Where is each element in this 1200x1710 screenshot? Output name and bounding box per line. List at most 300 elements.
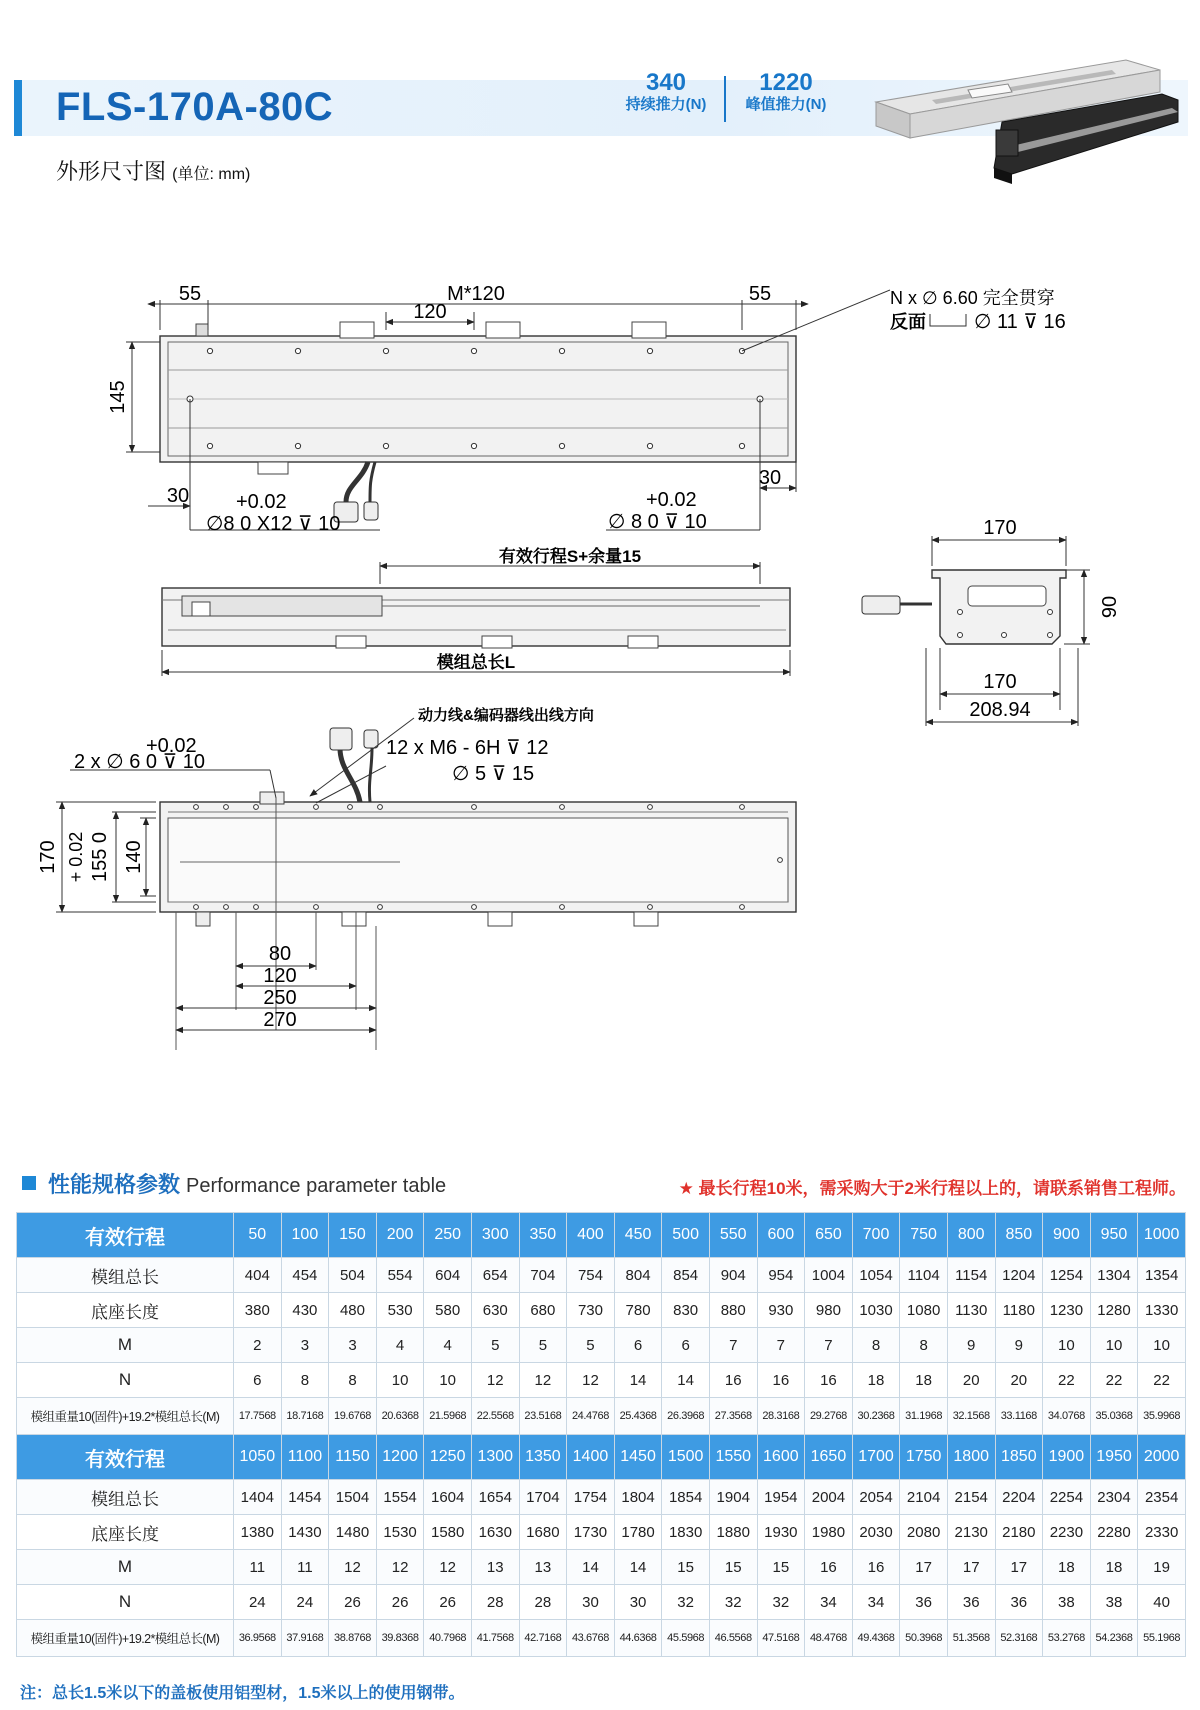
table-cell: 954 [757, 1258, 805, 1293]
table-cell: 34 [805, 1585, 853, 1620]
table-cell: 380 [234, 1293, 282, 1328]
table-cell: 1750 [900, 1435, 948, 1480]
table-cell: 580 [424, 1293, 472, 1328]
table-cell: 12 [471, 1363, 519, 1398]
table-cell: 1954 [757, 1480, 805, 1515]
table-cell: 6 [234, 1363, 282, 1398]
dim-end-208: 208.94 [969, 699, 1031, 721]
table-cell: 35.9968 [1138, 1398, 1186, 1435]
table-cell: 604 [424, 1258, 472, 1293]
row-label: 底座长度 [17, 1293, 234, 1328]
cable-direction-note: 动力线&编码器线出线方向 [418, 707, 594, 724]
table-cell: 1654 [471, 1480, 519, 1515]
table-cell: 200 [376, 1213, 424, 1258]
pin1-tolerance: +0.02 [236, 491, 287, 513]
row-label: 模组重量10(固件)+19.2*模组总长(M) [17, 1620, 234, 1657]
table-cell: 5 [567, 1328, 615, 1363]
footer-note: 注：总长1.5米以下的盖板使用铝型材，1.5米以上的使用钢带。 [20, 1685, 465, 1702]
table-cell: 854 [662, 1258, 710, 1293]
table-cell: 704 [519, 1258, 567, 1293]
table-cell: 16 [805, 1550, 853, 1585]
table-cell: 2254 [1043, 1480, 1091, 1515]
table-cell: 8 [329, 1363, 377, 1398]
table-cell: 1350 [519, 1435, 567, 1480]
table-cell: 50.3968 [900, 1620, 948, 1657]
square-bullet-icon [22, 1176, 36, 1190]
table-cell: 22 [1043, 1363, 1091, 1398]
dim-120: 120 [413, 301, 447, 323]
top-view [107, 283, 1066, 535]
table-cell: 24.4768 [567, 1398, 615, 1435]
table-cell: 700 [852, 1213, 900, 1258]
table-cell: 48.4768 [805, 1620, 853, 1657]
table-cell: 15 [757, 1550, 805, 1585]
table-cell: 830 [662, 1293, 710, 1328]
table-cell: 1354 [1138, 1258, 1186, 1293]
table-cell: 31.1968 [900, 1398, 948, 1435]
dim-30-left: 30 [166, 485, 190, 507]
row-label: N [17, 1585, 234, 1620]
table-cell: 750 [900, 1213, 948, 1258]
table-cell: 150 [329, 1213, 377, 1258]
technical-drawing [0, 240, 1200, 1140]
table-cell: 7 [709, 1328, 757, 1363]
table-cell: 17.7568 [234, 1398, 282, 1435]
table-cell: 2104 [900, 1480, 948, 1515]
table-cell: 2 [234, 1328, 282, 1363]
table-cell: 454 [281, 1258, 329, 1293]
table-cell: 6 [662, 1328, 710, 1363]
bottom-view [37, 706, 796, 1050]
table-cell: 37.9168 [281, 1620, 329, 1657]
table-cell: 2030 [852, 1515, 900, 1550]
table-cell: 1130 [947, 1293, 995, 1328]
table-cell: 450 [614, 1213, 662, 1258]
table-cell: 1650 [805, 1435, 853, 1480]
table-cell: 1554 [376, 1480, 424, 1515]
table-cell: 1280 [1090, 1293, 1138, 1328]
table-cell: 38 [1043, 1585, 1091, 1620]
table-cell: 55.1968 [1138, 1620, 1186, 1657]
table-cell: 12 [519, 1363, 567, 1398]
table-cell: 11 [281, 1550, 329, 1585]
table-cell: 350 [519, 1213, 567, 1258]
table-cell: 1450 [614, 1435, 662, 1480]
table-cell: 42.7168 [519, 1620, 567, 1657]
table-cell: 1550 [709, 1435, 757, 1480]
table-row-weight [17, 1620, 1186, 1657]
table-cell: 1030 [852, 1293, 900, 1328]
table-cell: 300 [471, 1213, 519, 1258]
table-row-n [17, 1585, 1186, 1620]
table-cell: 1780 [614, 1515, 662, 1550]
table-row-base [17, 1293, 1186, 1328]
table-cell: 1880 [709, 1515, 757, 1550]
table-cell: 36 [900, 1585, 948, 1620]
dim-bottom-120: 120 [263, 965, 297, 987]
row-label: 有效行程 [17, 1435, 234, 1480]
table-cell: 21.5968 [424, 1398, 472, 1435]
table-cell: 904 [709, 1258, 757, 1293]
table-cell: 1380 [234, 1515, 282, 1550]
table-cell: 1050 [234, 1435, 282, 1480]
table-cell: 16 [709, 1363, 757, 1398]
row-label: 底座长度 [17, 1515, 234, 1550]
table-cell: 16 [852, 1550, 900, 1585]
table-cell: 404 [234, 1258, 282, 1293]
table-cell: 34 [852, 1585, 900, 1620]
table-cell: 480 [329, 1293, 377, 1328]
table-cell: 18 [900, 1363, 948, 1398]
dim-end-170-top: 170 [983, 517, 1017, 539]
hole-note-through: N x ∅ 6.60 完全贯穿 [890, 288, 1055, 308]
table-cell: 2154 [947, 1480, 995, 1515]
table-cell: 50 [234, 1213, 282, 1258]
table-cell: 28.3168 [757, 1398, 805, 1435]
table-cell: 1580 [424, 1515, 472, 1550]
table-cell: 36 [995, 1585, 1043, 1620]
dim-145: 145 [107, 380, 129, 414]
row-label: N [17, 1363, 234, 1398]
table-cell: 1004 [805, 1258, 853, 1293]
dim-30-right: 30 [758, 467, 782, 489]
table-cell: 5 [519, 1328, 567, 1363]
table-cell: 30 [614, 1585, 662, 1620]
table-cell: 1854 [662, 1480, 710, 1515]
table-cell: 2080 [900, 1515, 948, 1550]
spec-label: 峰值推力(N) [745, 96, 827, 113]
table-cell: 22 [1090, 1363, 1138, 1398]
table-cell: 7 [805, 1328, 853, 1363]
table-cell: 17 [900, 1550, 948, 1585]
table-cell: 24 [234, 1585, 282, 1620]
dim-m120: M*120 [447, 283, 505, 305]
table-cell: 18.7168 [281, 1398, 329, 1435]
dim-stroke: 有效行程S+余量15 [498, 547, 642, 566]
table-row-n [17, 1363, 1186, 1398]
table-cell: 19 [1138, 1550, 1186, 1585]
table-cell: 1504 [329, 1480, 377, 1515]
unit-text: (单位: mm) [172, 166, 251, 183]
table-cell: 9 [947, 1328, 995, 1363]
table-cell: 46.5568 [709, 1620, 757, 1657]
table-cell: 10 [1043, 1328, 1091, 1363]
table-row-m [17, 1550, 1186, 1585]
table-cell: 6 [614, 1328, 662, 1363]
table-cell: 1104 [900, 1258, 948, 1293]
table-cell: 2204 [995, 1480, 1043, 1515]
table-cell: 5 [471, 1328, 519, 1363]
table-cell: 1604 [424, 1480, 472, 1515]
table-cell: 780 [614, 1293, 662, 1328]
table-cell: 1230 [1043, 1293, 1091, 1328]
table-cell: 980 [805, 1293, 853, 1328]
table-row-stroke [17, 1213, 1186, 1258]
performance-table [16, 1212, 1186, 1657]
table-cell: 1154 [947, 1258, 995, 1293]
table-cell: 250 [424, 1213, 472, 1258]
table-cell: 30 [567, 1585, 615, 1620]
thread-note-2: ∅ 5 ⊽ 15 [452, 763, 535, 785]
table-cell: 2054 [852, 1480, 900, 1515]
table-cell: 38.8768 [329, 1620, 377, 1657]
table-cell: 39.8368 [376, 1620, 424, 1657]
table-cell: 2004 [805, 1480, 853, 1515]
table-cell: 1804 [614, 1480, 662, 1515]
row-label: 模组重量10(固件)+19.2*模组总长(M) [17, 1398, 234, 1435]
hole-note-reverse-label: 反面 [890, 312, 926, 332]
table-cell: 3 [329, 1328, 377, 1363]
table-cell: 1000 [1138, 1213, 1186, 1258]
subtitle-text: 外形尺寸图 [56, 159, 167, 184]
table-cell: 15 [662, 1550, 710, 1585]
table-cell: 36 [947, 1585, 995, 1620]
title-cn: 性能规格参数 [48, 1172, 181, 1197]
table-cell: 1900 [1043, 1435, 1091, 1480]
table-cell: 2000 [1138, 1435, 1186, 1480]
table-cell: 20.6368 [376, 1398, 424, 1435]
table-cell: 1150 [329, 1435, 377, 1480]
table-cell: 1630 [471, 1515, 519, 1550]
table-cell: 950 [1090, 1213, 1138, 1258]
table-cell: 29.2768 [805, 1398, 853, 1435]
row-label: 模组总长 [17, 1258, 234, 1293]
spec-value: 1220 [759, 69, 813, 96]
table-cell: 1100 [281, 1435, 329, 1480]
spec-continuous-force [612, 70, 720, 114]
table-cell: 2130 [947, 1515, 995, 1550]
table-cell: 630 [471, 1293, 519, 1328]
table-cell: 27.3568 [709, 1398, 757, 1435]
table-cell: 17 [995, 1550, 1043, 1585]
table-cell: 1330 [1138, 1293, 1186, 1328]
table-cell: 680 [519, 1293, 567, 1328]
table-cell: 1180 [995, 1293, 1043, 1328]
row-label: M [17, 1328, 234, 1363]
table-cell: 32 [757, 1585, 805, 1620]
table-cell: 26 [329, 1585, 377, 1620]
table-cell: 550 [709, 1213, 757, 1258]
dim-155: 155 0 [89, 831, 111, 883]
table-cell: 800 [947, 1213, 995, 1258]
title-en: Performance parameter table [186, 1175, 447, 1197]
table-cell: 12 [424, 1550, 472, 1585]
pin3-tolerance: +0.02 [146, 735, 197, 757]
table-cell: 1704 [519, 1480, 567, 1515]
table-cell: 1430 [281, 1515, 329, 1550]
table-cell: 804 [614, 1258, 662, 1293]
table-cell: 8 [281, 1363, 329, 1398]
table-cell: 49.4368 [852, 1620, 900, 1657]
table-cell: 9 [995, 1328, 1043, 1363]
table-cell: 18 [1090, 1550, 1138, 1585]
table-cell: 2230 [1043, 1515, 1091, 1550]
table-cell: 43.6768 [567, 1620, 615, 1657]
table-row-total [17, 1258, 1186, 1293]
dim-55-right: 55 [748, 283, 772, 305]
table-cell: 10 [1090, 1328, 1138, 1363]
table-cell: 28 [471, 1585, 519, 1620]
spec-divider [724, 76, 726, 122]
table-cell: 15 [709, 1550, 757, 1585]
dim-total-length: 模组总长L [436, 653, 516, 672]
dim-bottom-170: 170 [37, 840, 59, 874]
dim-270: 270 [263, 1009, 297, 1031]
table-cell: 900 [1043, 1213, 1091, 1258]
table-cell: 14 [614, 1550, 662, 1585]
table-cell: 45.5968 [662, 1620, 710, 1657]
table-cell: 654 [471, 1258, 519, 1293]
pin3-note: 2 x ∅ 6 0 ⊽ 10 [74, 751, 206, 773]
table-cell: 11 [234, 1550, 282, 1585]
table-row-stroke [17, 1435, 1186, 1480]
table-cell: 51.3568 [947, 1620, 995, 1657]
table-cell: 12 [329, 1550, 377, 1585]
table-cell: 2354 [1138, 1480, 1186, 1515]
table-section-title [22, 1168, 446, 1199]
table-row-m [17, 1328, 1186, 1363]
table-cell: 30.2368 [852, 1398, 900, 1435]
table-cell: 7 [757, 1328, 805, 1363]
table-cell: 13 [471, 1550, 519, 1585]
table-cell: 24 [281, 1585, 329, 1620]
table-cell: 1454 [281, 1480, 329, 1515]
table-cell: 38 [1090, 1585, 1138, 1620]
table-cell: 1730 [567, 1515, 615, 1550]
table-cell: 1204 [995, 1258, 1043, 1293]
drawing-subtitle [56, 155, 250, 186]
pin1-note: ∅8 0 X12 ⊽ 10 [206, 513, 341, 535]
table-cell: 850 [995, 1213, 1043, 1258]
table-cell: 1904 [709, 1480, 757, 1515]
end-view [862, 517, 1121, 726]
table-cell: 3 [281, 1328, 329, 1363]
table-cell: 880 [709, 1293, 757, 1328]
table-cell: 1950 [1090, 1435, 1138, 1480]
row-label: M [17, 1550, 234, 1585]
header-accent-bar [14, 80, 22, 136]
table-cell: 32.1568 [947, 1398, 995, 1435]
table-cell: 53.2768 [1043, 1620, 1091, 1657]
hole-note-reverse: ∅ 11 ⊽ 16 [974, 311, 1066, 333]
table-cell: 19.6768 [329, 1398, 377, 1435]
table-cell: 554 [376, 1258, 424, 1293]
table-cell: 10 [376, 1363, 424, 1398]
table-cell: 1800 [947, 1435, 995, 1480]
table-cell: 600 [757, 1213, 805, 1258]
table-row-base [17, 1515, 1186, 1550]
dim-55-left: 55 [178, 283, 202, 305]
table-cell: 100 [281, 1213, 329, 1258]
side-view [162, 546, 790, 676]
table-cell: 530 [376, 1293, 424, 1328]
table-cell: 1830 [662, 1515, 710, 1550]
table-cell: 33.1168 [995, 1398, 1043, 1435]
table-cell: 1850 [995, 1435, 1043, 1480]
table-cell: 40 [1138, 1585, 1186, 1620]
table-cell: 1754 [567, 1480, 615, 1515]
row-label: 模组总长 [17, 1480, 234, 1515]
table-cell: 20 [947, 1363, 995, 1398]
row-label: 有效行程 [17, 1213, 234, 1258]
dim-140: 140 [123, 840, 145, 874]
table-cell: 18 [852, 1363, 900, 1398]
table-cell: 1480 [329, 1515, 377, 1550]
table-cell: 1300 [471, 1435, 519, 1480]
table-cell: 400 [567, 1213, 615, 1258]
table-cell: 20 [995, 1363, 1043, 1398]
table-cell: 1600 [757, 1435, 805, 1480]
product-photo [872, 56, 1182, 186]
table-cell: 754 [567, 1258, 615, 1293]
table-cell: 16 [757, 1363, 805, 1398]
table-cell: 1500 [662, 1435, 710, 1480]
table-row-weight [17, 1398, 1186, 1435]
dim-155-tolerance: + 0.02 [66, 831, 86, 883]
table-cell: 12 [567, 1363, 615, 1398]
table-cell: 1054 [852, 1258, 900, 1293]
table-cell: 14 [567, 1550, 615, 1585]
table-cell: 8 [900, 1328, 948, 1363]
dim-80: 80 [268, 943, 292, 965]
table-cell: 2330 [1138, 1515, 1186, 1550]
table-cell: 22.5568 [471, 1398, 519, 1435]
spec-peak-force [732, 70, 840, 114]
max-stroke-note: ★ 最长行程10米，需采购大于2米行程以上的，请联系销售工程师。 [678, 1179, 1186, 1198]
table-cell: 26 [424, 1585, 472, 1620]
table-cell: 504 [329, 1258, 377, 1293]
table-cell: 54.2368 [1090, 1620, 1138, 1657]
table-cell: 500 [662, 1213, 710, 1258]
table-row-total [17, 1480, 1186, 1515]
table-cell: 17 [947, 1550, 995, 1585]
table-cell: 36.9568 [234, 1620, 282, 1657]
pin2-tolerance: +0.02 [646, 489, 697, 511]
table-cell: 10 [1138, 1328, 1186, 1363]
table-cell: 1530 [376, 1515, 424, 1550]
table-cell: 18 [1043, 1550, 1091, 1585]
table-cell: 1400 [567, 1435, 615, 1480]
table-cell: 4 [424, 1328, 472, 1363]
table-cell: 1080 [900, 1293, 948, 1328]
table-cell: 650 [805, 1213, 853, 1258]
table-cell: 16 [805, 1363, 853, 1398]
table-cell: 2280 [1090, 1515, 1138, 1550]
table-cell: 8 [852, 1328, 900, 1363]
dim-250: 250 [263, 987, 297, 1009]
table-cell: 2180 [995, 1515, 1043, 1550]
table-cell: 14 [614, 1363, 662, 1398]
table-cell: 4 [376, 1328, 424, 1363]
table-cell: 1200 [376, 1435, 424, 1480]
table-cell: 32 [709, 1585, 757, 1620]
table-cell: 1930 [757, 1515, 805, 1550]
table-cell: 26 [376, 1585, 424, 1620]
table-cell: 1250 [424, 1435, 472, 1480]
table-cell: 35.0368 [1090, 1398, 1138, 1435]
table-cell: 34.0768 [1043, 1398, 1091, 1435]
table-cell: 1254 [1043, 1258, 1091, 1293]
table-cell: 32 [662, 1585, 710, 1620]
table-cell: 10 [424, 1363, 472, 1398]
pin2-note: ∅ 8 0 ⊽ 10 [608, 511, 707, 533]
table-cell: 26.3968 [662, 1398, 710, 1435]
table-cell: 2304 [1090, 1480, 1138, 1515]
table-cell: 52.3168 [995, 1620, 1043, 1657]
spec-value: 340 [645, 69, 687, 96]
table-cell: 1304 [1090, 1258, 1138, 1293]
table-cell: 44.6368 [614, 1620, 662, 1657]
